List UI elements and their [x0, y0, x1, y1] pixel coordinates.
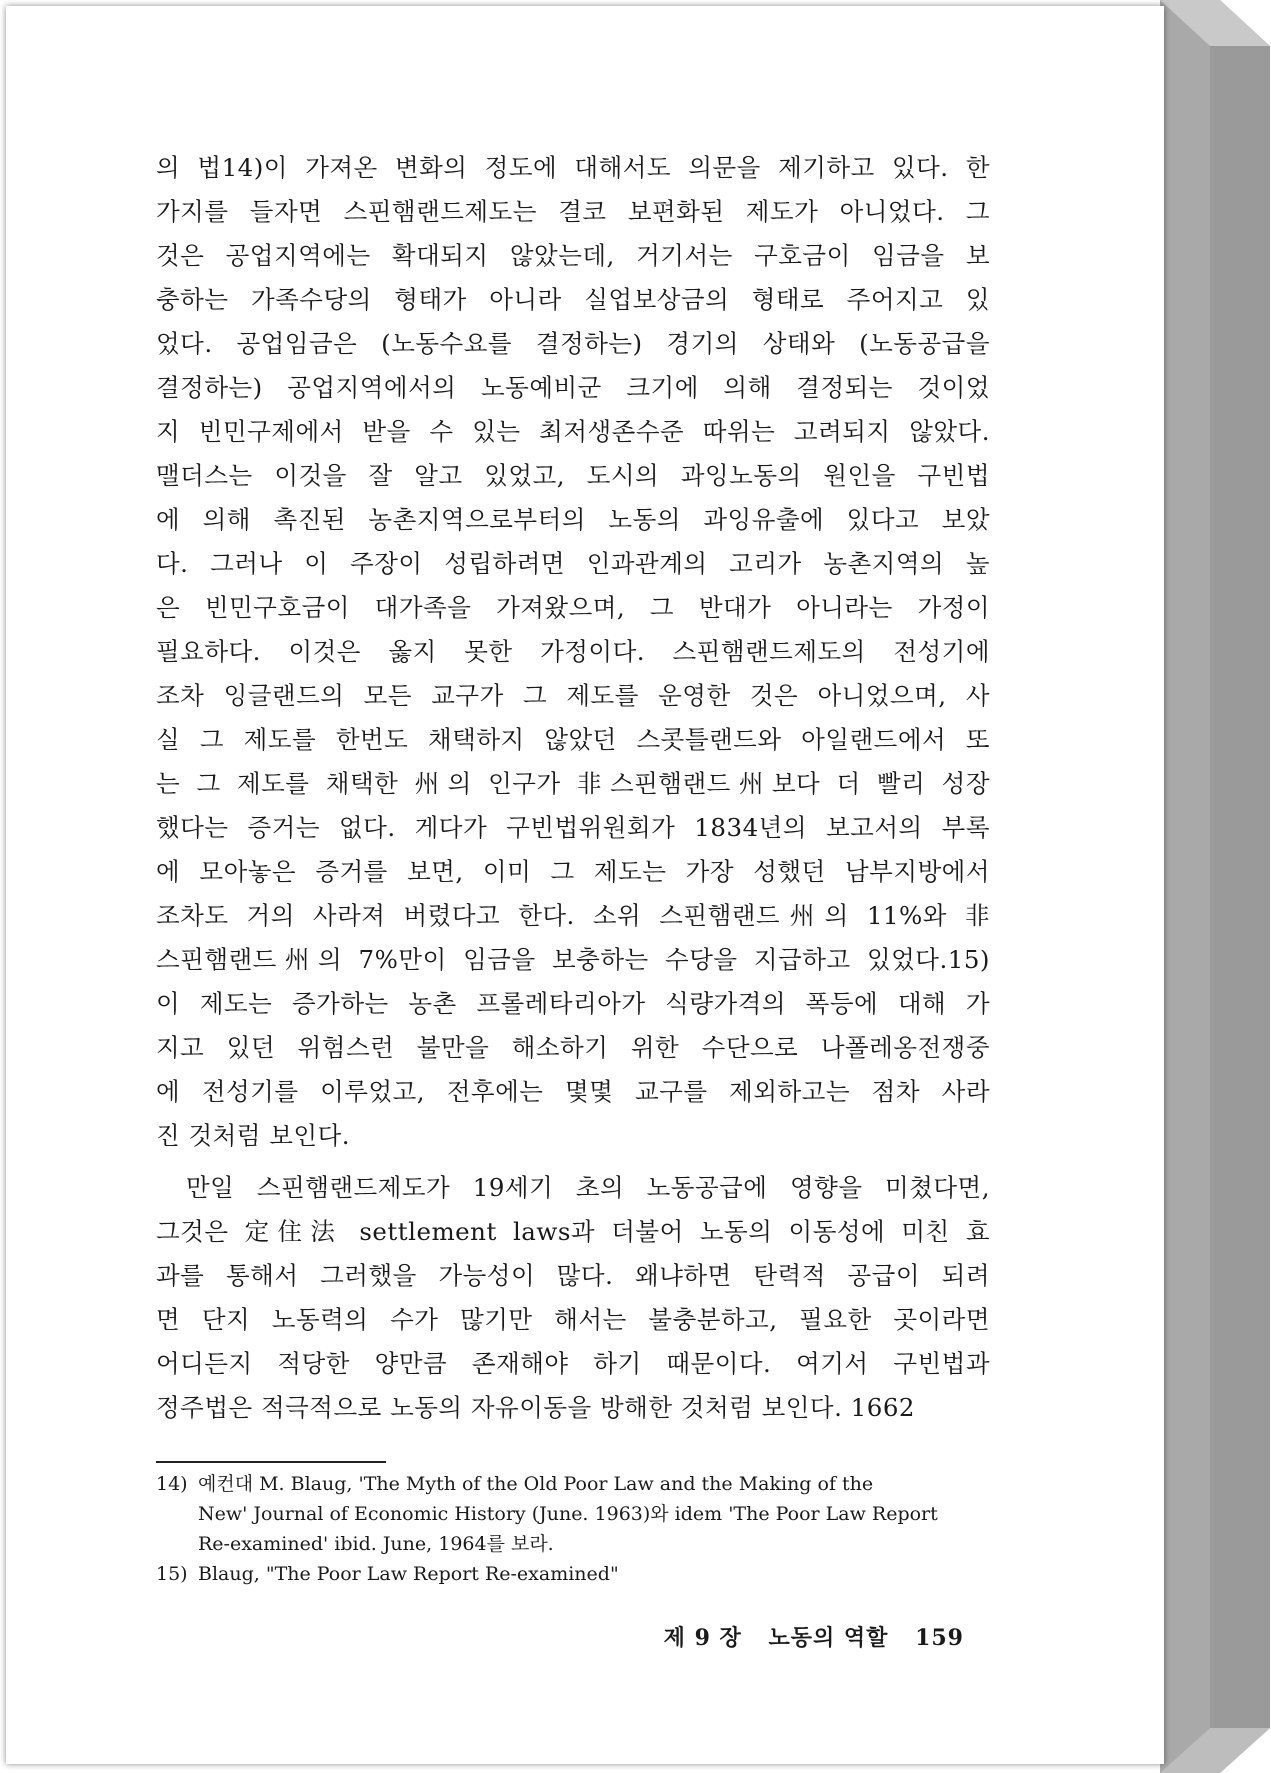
text-line: 충하는 가족수당의 형태가 아니라 실업보상금의 형태로 주어지고 있 — [156, 285, 990, 314]
footnotes — [156, 1469, 996, 1589]
text-line: 했다는 증거는 없다. 게다가 구빈법위원회가 1834년의 보고서의 부록 — [156, 813, 990, 842]
text-line: 결정하는) 공업지역에서의 노동예비군 크기에 의해 결정되는 것이었 — [156, 373, 990, 402]
text-line: 다. 그러나 이 주장이 성립하려면 인과관계의 고리가 농촌지역의 높 — [156, 549, 990, 578]
paragraph-1 — [156, 146, 990, 1158]
text-line: 면 단지 노동력의 수가 많기만 해서는 불충분하고, 필요한 곳이라면 — [156, 1305, 990, 1334]
text-line: 맬더스는 이것을 잘 알고 있었고, 도시의 과잉노동의 원인을 구빈법 — [156, 461, 990, 490]
text-line: 만일 스핀햄랜드제도가 19세기 초의 노동공급에 영향을 미쳤다면, — [186, 1173, 990, 1202]
text-line: 진 것처럼 보인다. — [156, 1121, 351, 1150]
chapter-label: 제 9 장 — [663, 1625, 742, 1651]
text-line: 지 빈민구제에서 받을 수 있는 최저생존수준 따위는 고려되지 않았다. — [156, 417, 990, 446]
text-line: 실 그 제도를 한번도 채택하지 않았던 스콧틀랜드와 아일랜드에서 또 — [156, 725, 990, 754]
text-line: 에 전성기를 이루었고, 전후에는 몇몇 교구를 제외하고는 점차 사라 — [156, 1077, 990, 1106]
text-line: 그것은 定住法 settlement laws과 더불어 노동의 이동성에 미친 효 — [156, 1217, 990, 1246]
text-line: 의 법14)이 가져온 변화의 정도에 대해서도 의문을 제기하고 있다. 한 — [156, 153, 990, 182]
text-line: 조차 잉글랜드의 모든 교구가 그 제도를 운영한 것은 아니었으며, 사 — [156, 681, 990, 710]
text-line: 스핀햄랜드州의 7%만이 임금을 보충하는 수당을 지급하고 있었다.15) — [156, 945, 990, 974]
paragraph-2 — [156, 1166, 990, 1430]
text-line: 조차도 거의 사라져 버렸다고 한다. 소위 스핀햄랜드州의 11%와 非 — [156, 901, 990, 930]
text-line: 과를 통해서 그러했을 가능성이 많다. 왜냐하면 탄력적 공급이 되려 — [156, 1261, 990, 1290]
text-line: 정주법은 적극적으로 노동의 자유이동을 방해한 것처럼 보인다. 1662 — [156, 1393, 915, 1422]
text-line: 은 빈민구호금이 대가족을 가져왔으며, 그 반대가 아니라는 가정이 — [156, 593, 990, 622]
page-footer — [664, 1621, 964, 1652]
text-line: 에 모아놓은 증거를 보면, 이미 그 제도는 가장 성했던 남부지방에서 — [156, 857, 990, 886]
text-line: 것은 공업지역에는 확대되지 않았는데, 거기서는 구호금이 임금을 보 — [156, 241, 990, 270]
footnote-14-number: 14) — [156, 1473, 188, 1495]
chapter-title: 노동의 역할 — [768, 1625, 889, 1651]
footnote-14-line-3: Re-examined' ibid. June, 1964를 보라. — [198, 1533, 554, 1555]
text-line: 에 의해 촉진된 농촌지역으로부터의 노동의 과잉유출에 있다고 보았 — [156, 505, 990, 534]
text-line: 었다. 공업임금은 (노동수요를 결정하는) 경기의 상태와 (노동공급을 — [156, 329, 990, 358]
text-line: 지고 있던 위험스런 불만을 해소하기 위한 수단으로 나폴레옹전쟁중 — [156, 1033, 990, 1062]
page-number: 159 — [915, 1625, 964, 1651]
book-page — [6, 6, 1164, 1764]
text-line: 어디든지 적당한 양만큼 존재해야 하기 때문이다. 여기서 구빈법과 — [156, 1349, 990, 1378]
text-line: 는 그 제도를 채택한 州의 인구가 非스핀햄랜드州보다 더 빨리 성장 — [156, 769, 990, 798]
footnote-14-line-1: 예컨대 M. Blaug, 'The Myth of the Old Poor Law and the Making of the — [198, 1473, 874, 1495]
book-page-edges — [1160, 0, 1270, 1773]
footnote-15-line-1: Blaug, "The Poor Law Report Re-examined" — [198, 1563, 619, 1585]
body-text — [156, 146, 990, 1430]
text-line: 이 제도는 증가하는 농촌 프롤레타리아가 식량가격의 폭등에 대해 가 — [156, 989, 990, 1018]
footnote-14-line-2: New' Journal of Economic History (June. 1963)와 idem 'The Poor Law Report — [198, 1503, 938, 1525]
text-line: 필요하다. 이것은 옳지 못한 가정이다. 스핀햄랜드제도의 전성기에 — [156, 637, 990, 666]
footnote-15 — [156, 1559, 996, 1589]
footnote-15-number: 15) — [156, 1563, 188, 1585]
footnote-14 — [156, 1469, 996, 1499]
footnote-separator — [156, 1461, 386, 1463]
text-line: 가지를 들자면 스핀햄랜드제도는 결코 보편화된 제도가 아니었다. 그 — [156, 197, 990, 226]
